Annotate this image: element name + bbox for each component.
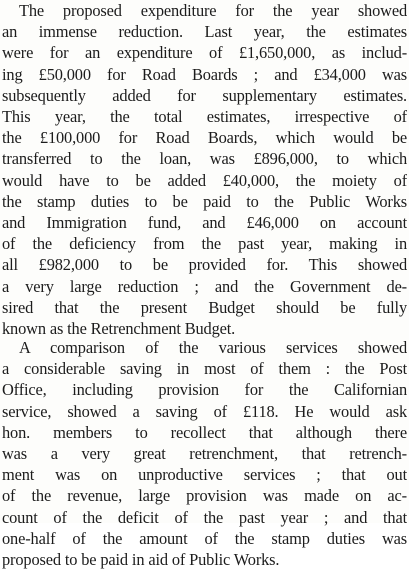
- text-line: a very large reduction ; and the Government de-: [2, 276, 407, 296]
- text-line: the £100,000 for Road Boards, which would be: [2, 128, 407, 148]
- text-line: the stamp duties to be paid to the Public Works: [2, 191, 407, 211]
- text-line: transferred to the loan, was £896,000, to which: [2, 149, 407, 169]
- text-line: of the revenue, large provision was made on ac-: [2, 486, 407, 506]
- text-line: proposed to be paid in aid of Public Works.: [2, 550, 280, 569]
- text-line: all £982,000 to be provided for. This showed: [2, 255, 407, 275]
- text-line: one-half of the amount of the stamp duties was: [2, 528, 407, 548]
- text-line: known as the Retrenchment Budget.: [2, 319, 236, 338]
- text-line: a considerable saving in most of them : the Post: [2, 359, 407, 379]
- text-line: of the deficiency from the past year, making in: [2, 234, 407, 254]
- text-line: The proposed expenditure for the year showed: [19, 1, 407, 20]
- text-line: This year, the total estimates, irrespective of: [2, 107, 407, 126]
- text-line: count of the deficit of the past year ; and that: [2, 507, 407, 527]
- text-line: A comparison of the various services showed: [19, 338, 407, 357]
- text-line: hon. members to recollect that although there: [2, 422, 407, 442]
- text-line: Office, including provision for the Californian: [2, 380, 407, 400]
- text-line: sired that the present Budget should be fully: [2, 297, 407, 317]
- text-line: was a very great retrenchment, that retrench-: [2, 444, 407, 463]
- text-line: would have to be added £40,000, the moiety of: [2, 170, 407, 190]
- text-line: service, showed a saving of £118. He would ask: [2, 401, 407, 421]
- text-line: ment was on unproductive services ; that out: [2, 465, 407, 485]
- text-line: were for an expenditure of £1,650,000, as includ-: [2, 43, 407, 63]
- text-line: and Immigration fund, and £46,000 on account: [2, 213, 407, 232]
- text-line: an immense reduction. Last year, the estimates: [2, 22, 407, 42]
- text-line: subsequently added for supplementary estimates.: [2, 85, 407, 105]
- text-line: ing £50,000 for Road Boards ; and £34,000 was: [2, 64, 407, 84]
